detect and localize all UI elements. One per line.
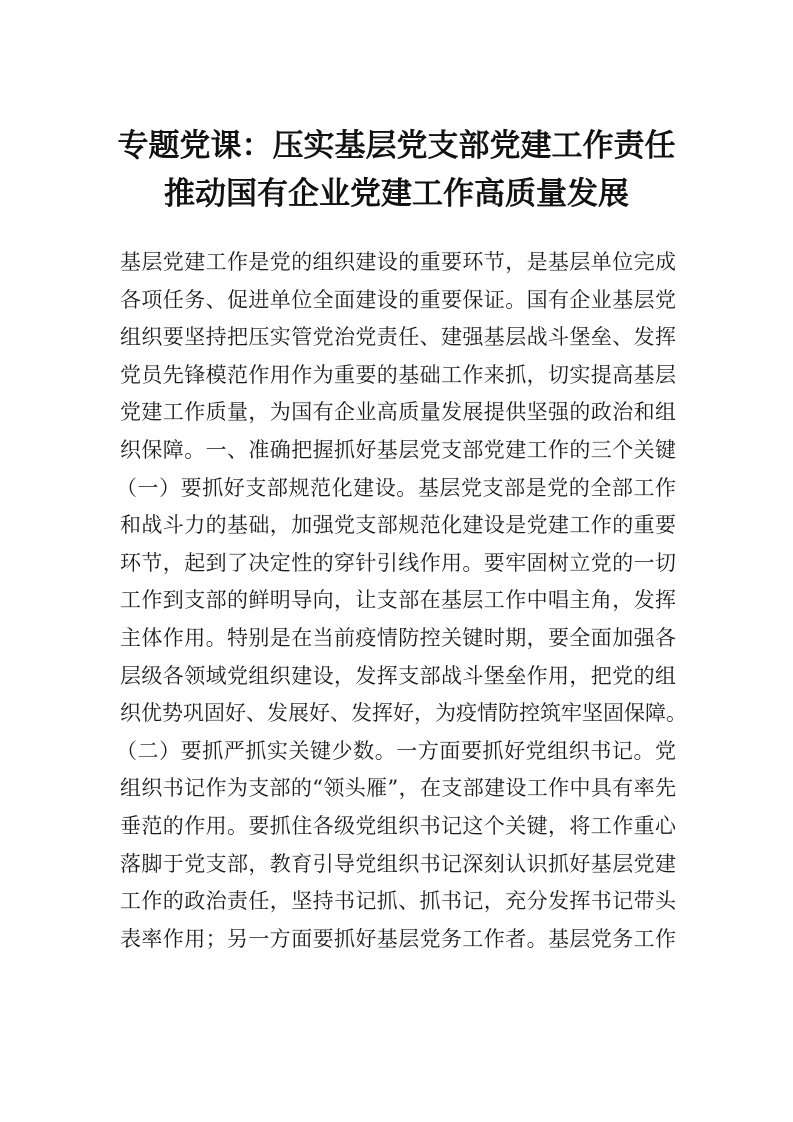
document-title-line-2: 推动国有企业党建工作高质量发展 — [164, 176, 629, 212]
body-line: 织优势巩固好、发展好、发挥好，为疫情防控筑牢坚固保障。 — [120, 701, 687, 726]
body-line: 组织书记作为支部的“领头雁”，在支部建设工作中具有率先 — [120, 776, 676, 801]
body-line: 织保障。一、准确把握抓好基层党支部党建工作的三个关键 — [120, 437, 676, 462]
body-line: 主体作用。特别是在当前疫情防控关键时期，要全面加强各 — [120, 625, 676, 650]
body-line: 落脚于党支部，教育引导党组织书记深刻认识抓好基层党建 — [120, 851, 676, 876]
body-line: 党员先锋模范作用作为重要的基础工作来抓，切实提高基层 — [120, 362, 676, 387]
body-line: 环节，起到了决定性的穿针引线作用。要牢固树立党的一切 — [120, 550, 676, 575]
document-body — [116, 244, 687, 958]
body-line: 和战斗力的基础，加强党支部规范化建设是党建工作的重要 — [120, 513, 676, 538]
body-line: 垂范的作用。要抓住各级党组织书记这个关键，将工作重心 — [120, 813, 676, 838]
body-line: 基层党建工作是党的组织建设的重要环节，是基层单位完成 — [120, 250, 676, 274]
body-line: （二）要抓严抓实关键少数。一方面要抓好党组织书记。党 — [116, 738, 676, 763]
body-line: 表率作用；另一方面要抓好基层党务工作者。基层党务工作 — [120, 926, 676, 951]
body-line: （一）要抓好支部规范化建设。基层党支部是党的全部工作 — [116, 475, 676, 500]
body-line: 各项任务、促进单位全面建设的重要保证。国有企业基层党 — [120, 287, 676, 312]
body-line: 工作的政治责任，坚持书记抓、抓书记，充分发挥书记带头 — [120, 889, 676, 914]
body-line: 党建工作质量，为国有企业高质量发展提供坚强的政治和组 — [120, 400, 676, 425]
body-line: 工作到支部的鲜明导向，让支部在基层工作中唱主角，发挥 — [120, 588, 676, 613]
body-line: 组织要坚持把压实管党治党责任、建强基层战斗堡垒、发挥 — [120, 325, 676, 350]
body-line: 层级各领域党组织建设，发挥支部战斗堡垒作用，把党的组 — [120, 663, 676, 688]
document-title-line-1: 专题党课：压实基层党支部党建工作责任 — [117, 128, 676, 164]
